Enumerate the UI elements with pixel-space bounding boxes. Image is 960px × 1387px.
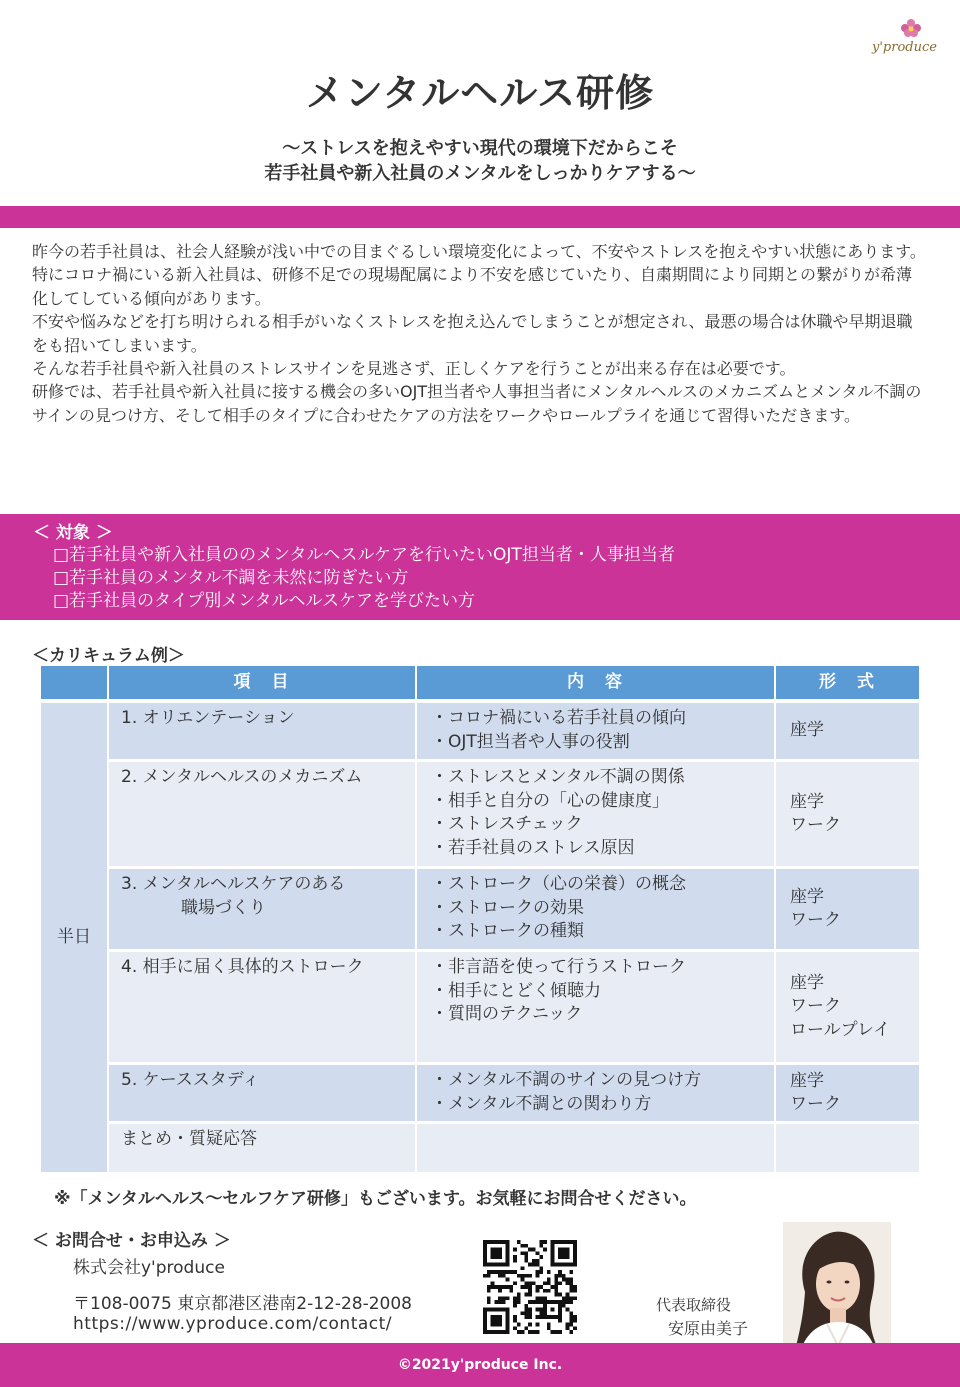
content-text: ・若手社員のストレス原因 [431, 837, 635, 858]
table-row-item [109, 703, 415, 759]
target-item: □若手社員のメンタル不調を未然に防ぎたい方 [53, 568, 409, 588]
intro-paragraph: そんな若手社員や新入社員のストレスサインを見逃さず、正しくケアを行うことが出来る存在は必要です。 [32, 359, 796, 379]
header-item: 項 目 [109, 666, 415, 699]
company-logo [872, 18, 944, 64]
table-row-content [417, 1124, 774, 1172]
header-blank-cell [41, 666, 107, 699]
item-text: 5. ケーススタディ [121, 1070, 260, 1090]
subtitle-line-2: 若手社員や新入社員のメンタルをしっかりケアする～ [264, 163, 696, 184]
content-text: ・相手と自分の「心の健康度」 [431, 790, 669, 811]
table-row-item [109, 869, 415, 949]
table-row-format [776, 703, 919, 759]
content-text: ・質問のテクニック [431, 1004, 583, 1024]
format-text: 座学 [790, 972, 824, 993]
header-format: 形 式 [776, 666, 919, 699]
table-row-format [776, 952, 919, 1062]
item-text: 3. メンタルヘルスケアのある [121, 874, 346, 894]
table-row-content [417, 703, 774, 759]
format-text: 座学 [790, 791, 824, 812]
item-text: 職場づくり [181, 897, 266, 918]
logo-text: y'produce [872, 40, 937, 55]
content-text: ・ストロークの種類 [431, 921, 584, 941]
target-item: □若手社員のタイプ別メンタルヘルスケアを学びたい方 [53, 591, 476, 611]
content-text: ・ストローク（心の栄養）の概念 [431, 874, 686, 894]
item-text: 1. オリエンテーション [121, 708, 295, 728]
subtitle-line-1: ～ストレスを抱えやすい現代の環境下だからこそ [282, 138, 678, 159]
qr-code-icon[interactable] [483, 1240, 577, 1334]
content-text: ・非言語を使って行うストローク [431, 957, 686, 977]
content-text: ・相手にとどく傾聴力 [431, 980, 601, 1001]
footer-copyright: ©2021y'produce Inc. [0, 1343, 960, 1387]
format-text: ロールプレイ [790, 1019, 891, 1040]
format-text: ワーク [790, 1094, 841, 1114]
company-name: 株式会社y'produce [73, 1258, 225, 1278]
table-row-format [776, 1065, 919, 1121]
ceo-role: 代表取締役 [656, 1296, 732, 1314]
content-text: ・ストレスチェック [431, 814, 583, 834]
intro-paragraph: 不安や悩みなどを打ち明けられる相手がいなくストレスを抱え込んでしまうことが想定され、最悪の場合は休職や早期退職をも招いてしまいます。 [32, 312, 913, 355]
format-text: 座学 [790, 720, 824, 741]
target-heading: ＜ 対象 ＞ [33, 523, 113, 543]
intro-text [32, 240, 927, 427]
content-text: ・OJT担当者や人事の役割 [431, 731, 630, 752]
accent-band [0, 206, 960, 228]
content-text: ・メンタル不調のサインの見つけ方 [431, 1070, 702, 1090]
item-text: 4. 相手に届く具体的ストローク [121, 957, 364, 977]
intro-paragraph: 昨今の若手社員は、社会人経験が浅い中での目まぐるしい環境変化によって、不安やストレスを抱えやすい状態にあります。 [32, 242, 926, 261]
format-text: ワーク [790, 996, 841, 1017]
format-text: ワーク [790, 815, 841, 835]
target-item: □若手社員や新入社員ののメンタルヘスルケアを行いたいOJT担当者・人事担当者 [53, 545, 675, 565]
header-content: 内 容 [417, 666, 774, 699]
page-subtitle [0, 136, 960, 186]
content-text: ・ストロークの効果 [431, 897, 584, 918]
ceo-name: 安原由美子 [668, 1319, 749, 1338]
content-text: ・メンタル不調との関わり方 [431, 1093, 652, 1114]
item-text: まとめ・質疑応答 [121, 1129, 257, 1149]
format-text: 座学 [790, 886, 824, 907]
table-row-content [417, 952, 774, 1062]
table-row-item [109, 952, 415, 1062]
duration-label: 半日 [57, 926, 91, 947]
curriculum-table [41, 666, 919, 1172]
intro-paragraph: 研修では、若手社員や新入社員に接する機会の多いOJT担当者や人事担当者にメンタルヘルスのメカニズムとメンタル不調のサインの見つけ方、そして相手のタイプに合わせたケアの方法をワークやロールプライを通じて習得いただきます。 [32, 382, 922, 425]
table-row-format [776, 869, 919, 949]
contact-heading: ＜ お問合せ・お申込み ＞ [32, 1231, 231, 1251]
table-row-item [109, 1065, 415, 1121]
table-row-content [417, 869, 774, 949]
item-text: 2. メンタルヘルスのメカニズム [121, 767, 363, 787]
table-row-format [776, 1124, 919, 1172]
format-text: 座学 [790, 1070, 824, 1091]
company-address: 〒108-0075 東京都港区港南2-12-28-2008 [73, 1294, 412, 1314]
table-row-content [417, 762, 774, 866]
note-text: ※「メンタルヘルス～セルフケア研修」もございます。お気軽にお問合せください。 [54, 1189, 697, 1209]
table-row-format [776, 762, 919, 866]
flower-icon [900, 18, 922, 38]
contact-url[interactable]: https://www.yproduce.com/contact/ [73, 1314, 393, 1334]
content-text: ・コロナ禍にいる若手社員の傾向 [431, 708, 686, 728]
page-title: メンタルヘルス研修 [305, 71, 655, 115]
duration-cell [41, 703, 107, 1172]
table-row-item [109, 1124, 415, 1172]
format-text: ワーク [790, 910, 841, 930]
content-text: ・ストレスとメンタル不調の関係 [431, 767, 685, 787]
table-row-item [109, 762, 415, 866]
table-row-content [417, 1065, 774, 1121]
intro-paragraph: 特にコロナ禍にいる新入社員は、研修不足での現場配属により不安を感じていたり、自粛期間により同期との繋がりが希薄化してしている傾向があります。 [32, 265, 913, 308]
target-section [0, 514, 960, 620]
curriculum-heading: ＜カリキュラム例＞ [32, 646, 185, 666]
